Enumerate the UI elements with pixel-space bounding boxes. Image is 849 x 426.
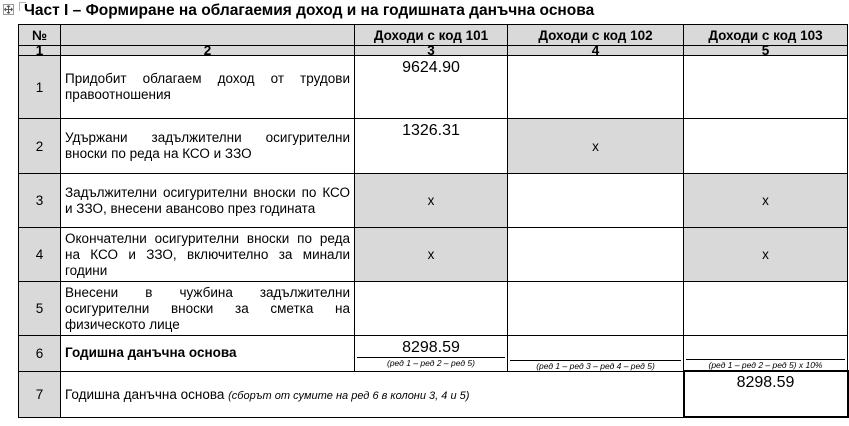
cell-value: 8298.59	[402, 338, 460, 356]
cell-value: 8298.59	[736, 374, 795, 391]
row-label-note: (сборът от сумите на ред 6 в колони 3, 4 и 5)	[228, 389, 470, 402]
column-number: 5	[684, 46, 848, 56]
row-number: 1	[19, 56, 61, 119]
row-label: Придобит облагаем доход от трудови правоотношения	[61, 56, 355, 119]
row-number: 7	[19, 371, 61, 417]
row-label: Годишна данъчна основа	[61, 336, 355, 372]
cell-code-101[interactable]	[355, 119, 508, 174]
table-row	[19, 174, 848, 228]
section-title: Част I – Формиране на облагаемия доход и на годишната данъчна основа	[24, 2, 595, 19]
cell-code-102[interactable]	[508, 228, 684, 282]
formula-note: (ред 1 – ред 2 – ред 5)	[357, 357, 505, 368]
formula-note: (ред 1 – ред 3 – ред 4 – ред 5)	[510, 360, 681, 371]
header-code-103: Доходи с код 103	[684, 25, 848, 46]
cell-code-103-na: x	[684, 174, 848, 228]
row-number: 6	[19, 336, 61, 372]
table-row	[19, 56, 848, 119]
table-row	[19, 119, 848, 174]
row-label	[61, 371, 684, 417]
cell-value: 1326.31	[402, 122, 460, 139]
row-number: 5	[19, 282, 61, 336]
cell-code-102-na: x	[508, 119, 684, 174]
header-code-102: Доходи с код 102	[508, 25, 684, 46]
row-number: 4	[19, 228, 61, 282]
formula-note: (ред 1 – ред 2 – ред 5) x 10%	[686, 359, 845, 370]
cell-code-101-na: x	[355, 174, 508, 228]
row-label: Окончателни осигурителни вноски по реда на КСО и ЗЗО, включително за минали години	[61, 228, 355, 282]
table-row	[19, 228, 848, 282]
cell-code-102[interactable]	[508, 56, 684, 119]
column-numbering-row	[19, 46, 848, 56]
table-move-handle[interactable]	[3, 4, 14, 15]
row-label-main: Годишна данъчна основа	[65, 386, 225, 402]
cell-code-101[interactable]	[355, 282, 508, 336]
cell-value: 9624.90	[402, 59, 460, 76]
cell-code-102[interactable]	[508, 336, 684, 372]
row-number: 2	[19, 119, 61, 174]
header-no: №	[19, 25, 61, 46]
cell-code-101[interactable]	[355, 336, 508, 372]
cell-code-103[interactable]	[684, 119, 848, 174]
cell-code-101[interactable]	[355, 56, 508, 119]
table-row	[19, 282, 848, 336]
cell-code-103[interactable]	[684, 336, 848, 372]
header-row	[19, 25, 848, 46]
column-number: 4	[508, 46, 684, 56]
cell-code-102[interactable]	[508, 282, 684, 336]
row-number: 3	[19, 174, 61, 228]
move-icon	[4, 5, 13, 14]
cell-code-103[interactable]	[684, 56, 848, 119]
column-number: 3	[355, 46, 508, 56]
column-number: 2	[61, 46, 355, 56]
cell-code-103-na: x	[684, 228, 848, 282]
cell-code-103[interactable]	[684, 282, 848, 336]
tax-base-table	[18, 24, 849, 418]
row-label: Удържани задължителни осигурителни вноски по реда на КСО и ЗЗО	[61, 119, 355, 174]
row-label: Задължителни осигурителни вноски по КСО и ЗЗО, внесени авансово през годината	[61, 174, 355, 228]
row-label: Внесени в чужбина задължителни осигурителни вноски за сметка на физическото лице	[61, 282, 355, 336]
header-code-101: Доходи с код 101	[355, 25, 508, 46]
total-tax-base-cell[interactable]	[684, 371, 848, 417]
header-description	[61, 25, 355, 46]
table-row	[19, 371, 848, 417]
table-row	[19, 336, 848, 372]
cell-code-102[interactable]	[508, 174, 684, 228]
column-number: 1	[19, 46, 61, 56]
cell-code-101-na: x	[355, 228, 508, 282]
